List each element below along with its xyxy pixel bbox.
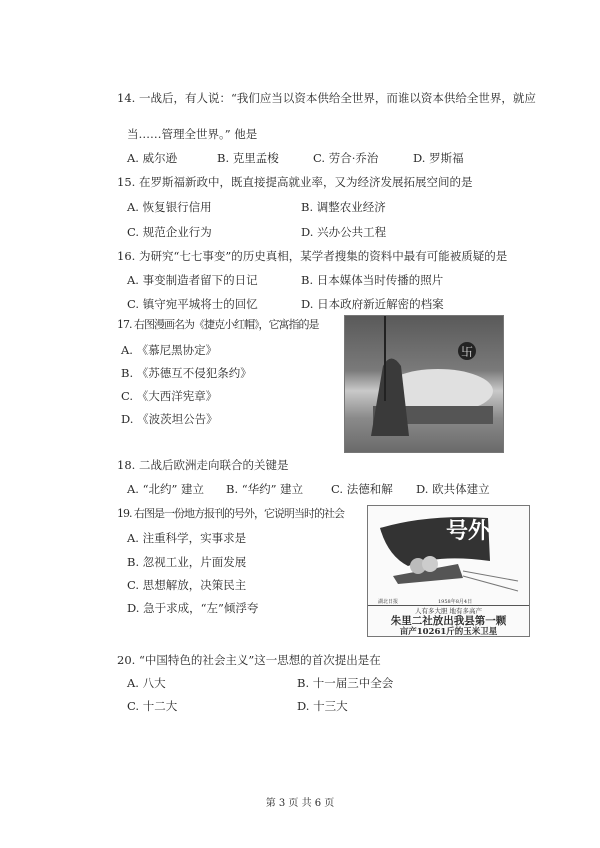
option: D. 欧共体建立 [416, 482, 490, 496]
option: A. 恢复银行信用 [127, 200, 212, 214]
question-14-stem-cont: 当……管理全世界。” 他是 [127, 127, 258, 141]
newspaper-banner: 号外 [446, 518, 491, 544]
option: D. 《波茨坦公告》 [121, 412, 218, 426]
question-19-stem: 19. 右图是一份地方报刊的号外，它说明当时的社会 [117, 507, 344, 520]
option: B. 调整农业经济 [301, 200, 386, 214]
page-number: 第 3 页 共 6 页 [265, 798, 335, 809]
option: A. 事变制造者留下的日记 [127, 273, 258, 287]
question-14-stem: 14. 一战后，有人说：“我们应当以资本供给全世界，而谁以资本供给全世界，就应 [117, 91, 536, 105]
option: A. “北约” 建立 [127, 482, 205, 496]
option: C. 规范企业行为 [127, 225, 212, 239]
newspaper-headline-3: 亩产10261斤的玉米卫星 [399, 627, 498, 637]
newspaper-headline-1: 人有多大胆 地有多高产 [368, 605, 529, 615]
option: B. “华约” 建立 [226, 482, 304, 496]
question-18-stem: 18. 二战后欧洲走向联合的关键是 [117, 458, 289, 472]
option: B. 日本媒体当时传播的照片 [301, 273, 444, 287]
option: B. 十一届三中全会 [297, 676, 394, 690]
option: A. 《慕尼黑协定》 [121, 343, 218, 357]
option: D. 罗斯福 [413, 151, 464, 165]
newspaper-headline-2: 朱里二社放出我县第一颗 [390, 615, 507, 627]
option: D. 急于求成，“左”倾浮夸 [127, 601, 259, 615]
cartoon-czech-red-riding-hood [344, 315, 504, 453]
option: B. 克里孟梭 [217, 151, 279, 165]
option: C. 思想解放，决策民主 [127, 578, 247, 592]
option: B. 忽视工业，片面发展 [127, 555, 247, 569]
svg-text:卐: 卐 [460, 345, 474, 359]
question-17-stem: 17. 右图漫画名为《捷克小红帽》，它寓指的是 [117, 318, 319, 331]
newspaper-date: 1958年8月4日 [438, 599, 473, 605]
option: D. 兴办公共工程 [301, 225, 387, 239]
option: B. 《苏德互不侵犯条约》 [121, 366, 252, 380]
option: C. 十二大 [127, 699, 178, 713]
option: A. 注重科学，实事求是 [127, 531, 247, 545]
option: D. 日本政府新近解密的档案 [301, 297, 444, 311]
newspaper-extra-image [367, 505, 530, 637]
option: C. 劳合·乔治 [313, 151, 379, 165]
option: D. 十三大 [297, 699, 348, 713]
question-16-stem: 16. 为研究“七七事变”的历史真相，某学者搜集的资料中最有可能被质疑的是 [117, 249, 508, 263]
option: A. 威尔逊 [127, 151, 178, 165]
option: C. 《大西洋宪章》 [121, 389, 218, 403]
option: A. 八大 [127, 676, 166, 690]
cartoon-illustration [345, 316, 503, 452]
option: C. 镇守宛平城将士的回忆 [127, 297, 258, 311]
option: C. 法德和解 [331, 482, 393, 496]
question-20-stem: 20. “中国特色的社会主义”这一思想的首次提出是在 [117, 653, 381, 667]
newspaper-masthead: 湖北日报 [378, 599, 399, 605]
question-15-stem: 15. 在罗斯福新政中，既直接提高就业率，又为经济发展拓展空间的是 [117, 175, 473, 189]
